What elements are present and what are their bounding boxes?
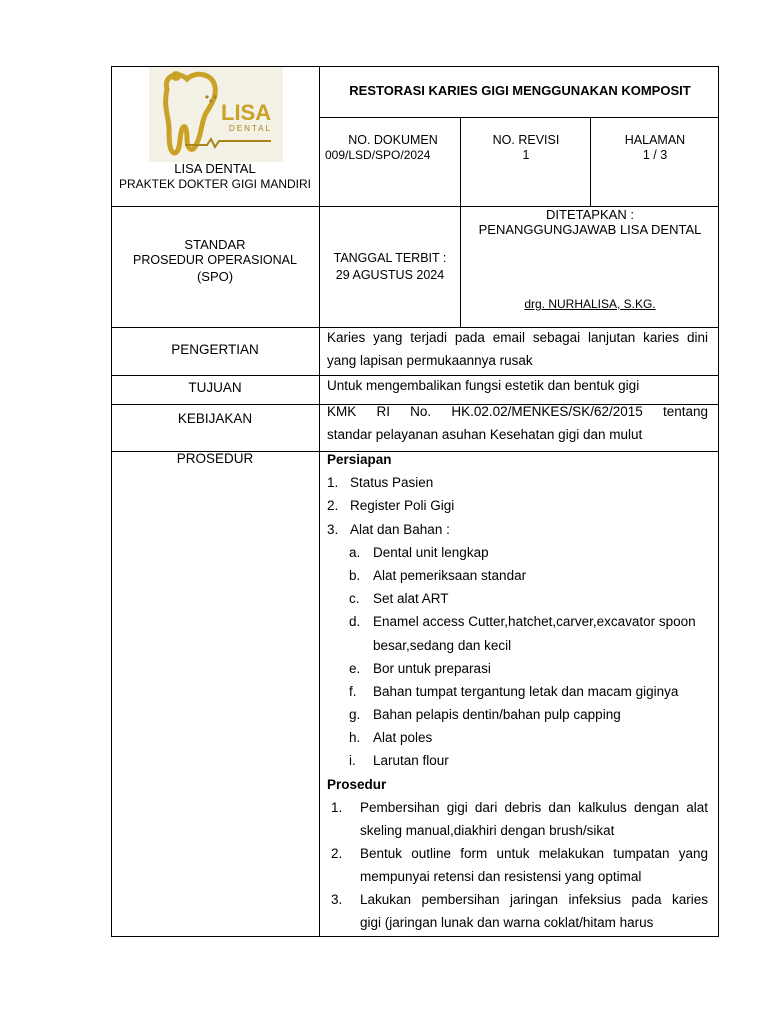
list-item: 3. Alat dan Bahan :	[327, 521, 450, 537]
signatory-name: drg. NURHALISA, S.KG.	[524, 297, 656, 311]
clinic-name: LISA DENTAL	[174, 161, 256, 176]
list-item: 1. Status Pasien	[327, 475, 434, 491]
list-item: g. Bahan pelapis dentin/bahan pulp capping	[349, 707, 621, 723]
list-item: 3. Lakukan pembersihan jaringan infeksius pada karies gigi (jaringan lunak dan warna coklat/hitam harus	[331, 891, 708, 930]
list-item: e. Bor untuk preparasi	[349, 660, 491, 676]
approved-by: PENANGGUNGJAWAB LISA DENTAL	[478, 222, 702, 237]
clinic-logo	[149, 67, 283, 162]
approved-label: DITETAPKAN :	[546, 207, 634, 222]
title-row-divider	[319, 117, 719, 118]
prosedur-content	[327, 448, 711, 934]
pengertian-text	[327, 326, 708, 372]
pengertian-line-2: yang lapisan permukaannya rusak	[327, 353, 533, 368]
kebijakan-label: KEBIJAKAN	[177, 411, 253, 426]
standard-line-1: STANDAR	[184, 237, 246, 252]
list-item: i. Larutan flour	[349, 753, 449, 769]
revision-value: 1	[522, 148, 530, 162]
kebijakan-text	[327, 400, 708, 446]
list-item: f. Bahan tumpat tergantung letak dan macam giginya	[349, 683, 679, 699]
issue-date-value: 29 AGUSTUS 2024	[335, 268, 445, 282]
list-item: 2. Bentuk outline form untuk melakukan tumpatan yang mempunyai retensi dan resistensi yang optimal	[331, 845, 708, 884]
table-column-divider	[319, 66, 320, 937]
pengertian-label: PENGERTIAN	[171, 342, 259, 357]
document-title: RESTORASI KARIES GIGI MENGGUNAKAN KOMPOSIT	[349, 83, 691, 98]
standard-line-3: (SPO)	[196, 269, 234, 284]
table-border-left	[111, 66, 112, 937]
revision-label: NO. REVISI	[492, 133, 560, 147]
tujuan-label: TUJUAN	[188, 380, 242, 395]
pengertian-line-1: Karies yang terjadi pada email sebagai lanjutan karies dini	[327, 330, 708, 345]
kebijakan-line-2: standar pelayanan asuhan Kesehatan gigi dan mulut	[327, 427, 643, 442]
logo-sub-text: DENTAL	[229, 124, 272, 133]
issue-date-label: TANGGAL TERBIT :	[333, 251, 447, 265]
doc-number-value: 009/LSD/SPO/2024	[325, 148, 431, 162]
logo-brand-text: LISA	[221, 100, 272, 125]
table-border-right	[718, 66, 719, 937]
table-border-bottom	[111, 936, 719, 937]
clinic-type: PRAKTEK DOKTER GIGI MANDIRI	[118, 177, 312, 191]
list-item-continuation: besar,sedang dan kecil	[373, 637, 512, 653]
standard-line-2: PROSEDUR OPERASIONAL	[133, 253, 297, 267]
list-item: a. Dental unit lengkap	[349, 544, 489, 560]
spo-document	[111, 66, 719, 937]
persiapan-heading: Persiapan	[327, 452, 392, 467]
prosedur-heading: Prosedur	[327, 776, 387, 792]
list-item: 1. Pembersihan gigi dari debris dan kalkulus dengan alat skeling manual,diakhiri dengan brush/sikat	[331, 799, 708, 838]
page-label: HALAMAN	[624, 133, 686, 147]
prosedur-label: PROSEDUR	[176, 451, 254, 466]
doc-number-label: NO. DOKUMEN	[348, 133, 438, 147]
kebijakan-line-1: KMK RI No. HK.02.02/MENKES/SK/62/2015 tentang	[327, 404, 708, 419]
list-item: h. Alat poles	[349, 730, 433, 746]
list-item: 2. Register Poli Gigi	[327, 498, 455, 514]
list-item: c. Set alat ART	[349, 591, 449, 607]
page-value: 1 / 3	[642, 148, 668, 162]
tooth-icon	[149, 67, 283, 162]
tujuan-text: Untuk mengembalikan fungsi estetik dan bentuk gigi	[327, 378, 640, 393]
list-item: d. Enamel access Cutter,hatchet,carver,excavator spoon	[349, 614, 696, 630]
list-item: b. Alat pemeriksaan standar	[349, 567, 527, 583]
